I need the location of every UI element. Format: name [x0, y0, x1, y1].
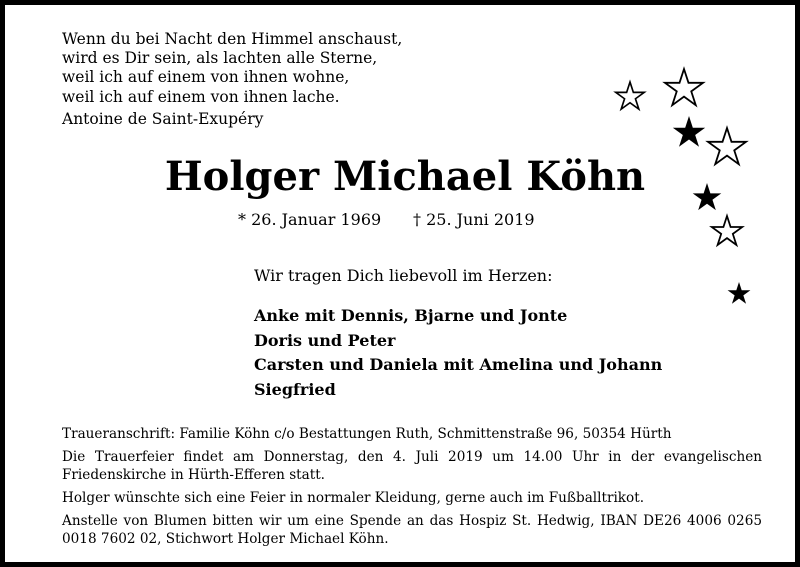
mourner-name: Doris und Peter: [254, 330, 396, 350]
poem-line: weil ich auf einem von ihnen wohne,: [62, 68, 350, 87]
condolence-address: Traueranschrift: Familie Köhn c/o Bestattungen Ruth, Schmittenstraße 96, 50354 Hürth: [62, 426, 672, 442]
poem-line: weil ich auf einem von ihnen lache.: [62, 87, 340, 106]
death-date: † 25. Juni 2019: [413, 210, 535, 229]
mourners-intro: Wir tragen Dich liebevoll im Herzen:: [254, 266, 553, 285]
donation-request: Anstelle von Blumen bitten wir um eine Spende an das Hospiz St. Hedwig, IBAN DE26 4006 0265 0018 7602 02, Stichwort Holger Michael Köhn.: [62, 513, 762, 547]
poem-line: Wenn du bei Nacht den Himmel anschaust,: [62, 30, 403, 48]
birth-date: * 26. Januar 1969: [238, 210, 382, 229]
poem-line: wird es Dir sein, als lachten alle Sterne,: [62, 49, 378, 68]
mourner-name: Carsten und Daniela mit Amelina und Johann: [254, 355, 663, 374]
outline-star-icon: [712, 216, 742, 245]
outline-star-icon: [665, 69, 703, 105]
outline-star-icon: [616, 82, 645, 109]
notes-section: [62, 425, 762, 553]
filled-star-icon: [728, 282, 751, 304]
funeral-service-info: Die Trauerfeier findet am Donnerstag, den 4. Juli 2019 um 14.00 Uhr in der evangelischen Friedenskirche in Hürth-Efferen statt.: [62, 449, 762, 483]
mourner-name: Siegfried: [254, 379, 336, 399]
filled-star-icon: [673, 116, 705, 147]
poem-author: Antoine de Saint-Exupéry: [62, 110, 264, 128]
deceased-name: Holger Michael Köhn: [164, 153, 646, 200]
dress-code-note: Holger wünschte sich eine Feier in normaler Kleidung, gerne auch im Fußballtrikot.: [62, 490, 645, 506]
mourner-name: Anke mit Dennis, Bjarne und Jonte: [254, 306, 568, 325]
poem-quote: [62, 30, 402, 107]
mourners-list: [254, 304, 662, 402]
